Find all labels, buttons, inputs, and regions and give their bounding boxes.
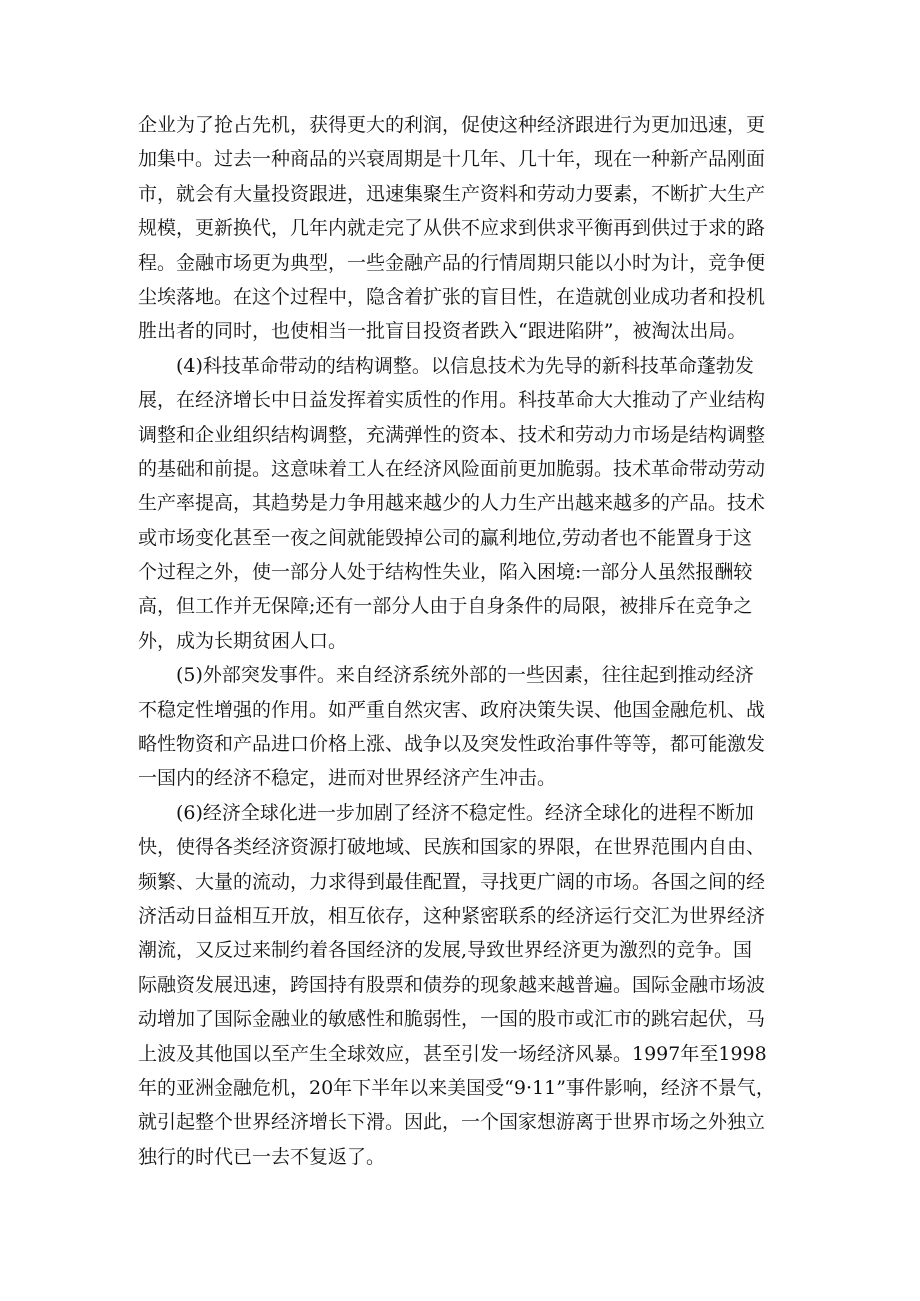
text-line: 动增加了国际金融业的敏感性和脆弱性，一国的股市或汇市的跳宕起伏，马 — [138, 1008, 766, 1031]
text-line: 程。金融市场更为典型，一些金融产品的行情周期只能以小时为计，竞争便 — [138, 251, 766, 274]
text-line: 生产率提高，其趋势是力争用越来越少的人力生产出越来越多的产品。技术 — [138, 492, 766, 515]
text-line: 市，就会有大量投资跟进，迅速集聚生产资料和劳动力要素，不断扩大生产 — [138, 182, 766, 205]
text-line: 上波及其他国以至产生全球效应，甚至引发一场经济风暴。1997年至1998 — [138, 1042, 767, 1065]
text-line: 际融资发展迅速，跨国持有股票和债券的现象越来越普遍。国际金融市场波 — [138, 973, 766, 996]
text-line: 展，在经济增长中日益发挥着实质性的作用。科技革命大大推动了产业结构 — [138, 389, 766, 412]
text-line: 独行的时代已一去不复返了。 — [138, 1145, 386, 1168]
text-line: (5)外部突发事件。来自经济系统外部的一些因素，往往起到推动经济 — [176, 664, 754, 687]
text-line: 加集中。过去一种商品的兴衰周期是十几年、几十年，现在一种新产品刚面 — [138, 148, 766, 171]
text-line: 外，成为长期贫困人口。 — [138, 629, 348, 652]
text-line: (4)科技革命带动的结构调整。以信息技术为先导的新科技革命蓬勃发 — [176, 354, 754, 377]
text-line: 胜出者的同时，也使相当一批盲目投资者跌入“跟进陷阱”，被淘汰出局。 — [138, 320, 747, 343]
text-line: 的基础和前提。这意味着工人在经济风险面前更加脆弱。技术革命带动劳动 — [138, 457, 766, 480]
text-line: 高，但工作并无保障;还有一部分人由于自身条件的局限，被排斥在竞争之 — [138, 595, 753, 618]
text-line: 济活动日益相互开放，相互依存，这种紧密联系的经济运行交汇为世界经济 — [138, 904, 766, 927]
text-line: 规模，更新换代，几年内就走完了从供不应求到供求平衡再到供过于求的路 — [138, 217, 766, 240]
text-line: 尘埃落地。在这个过程中，隐含着扩张的盲目性，在造就创业成功者和投机 — [138, 285, 766, 308]
text-line: (6)经济全球化进一步加剧了经济不稳定性。经济全球化的进程不断加 — [176, 801, 754, 824]
text-line: 不稳定性增强的作用。如严重自然灾害、政府决策失误、他国金融危机、战 — [138, 698, 766, 721]
paragraph-continuation — [138, 108, 792, 349]
text-line: 或市场变化甚至一夜之间就能毁掉公司的赢利地位,劳动者也不能置身于这 — [138, 526, 753, 549]
paragraph-4-tech-revolution — [138, 349, 792, 659]
text-line: 略性物资和产品进口价格上涨、战争以及突发性政治事件等等，都可能激发 — [138, 733, 766, 756]
text-line: 年的亚洲金融危机，20年下半年以来美国受“9·11”事件影响，经济不景气， — [138, 1076, 775, 1099]
text-line: 个过程之外，使一部分人处于结构性失业，陷入困境:一部分人虽然报酬较 — [138, 561, 753, 584]
paragraph-6-globalization — [138, 796, 792, 1174]
text-line: 一国内的经济不稳定，进而对世界经济产生冲击。 — [138, 767, 557, 790]
paragraph-5-external-events — [138, 658, 792, 796]
document-page — [138, 108, 792, 1174]
text-line: 潮流，又反过来制约着各国经济的发展,导致世界经济更为激烈的竞争。国 — [138, 939, 753, 962]
text-line: 企业为了抢占先机，获得更大的利润，促使这种经济跟进行为更加迅速，更 — [138, 114, 766, 136]
text-line: 就引起整个世界经济增长下滑。因此，一个国家想游离于世界市场之外独立 — [138, 1111, 766, 1134]
text-line: 快，使得各类经济资源打破地域、民族和国家的界限，在世界范围内自由、 — [138, 836, 766, 859]
text-line: 频繁、大量的流动，力求得到最佳配置，寻找更广阔的市场。各国之间的经 — [138, 870, 766, 893]
text-line: 调整和企业组织结构调整，充满弹性的资本、技术和劳动力市场是结构调整 — [138, 423, 766, 446]
